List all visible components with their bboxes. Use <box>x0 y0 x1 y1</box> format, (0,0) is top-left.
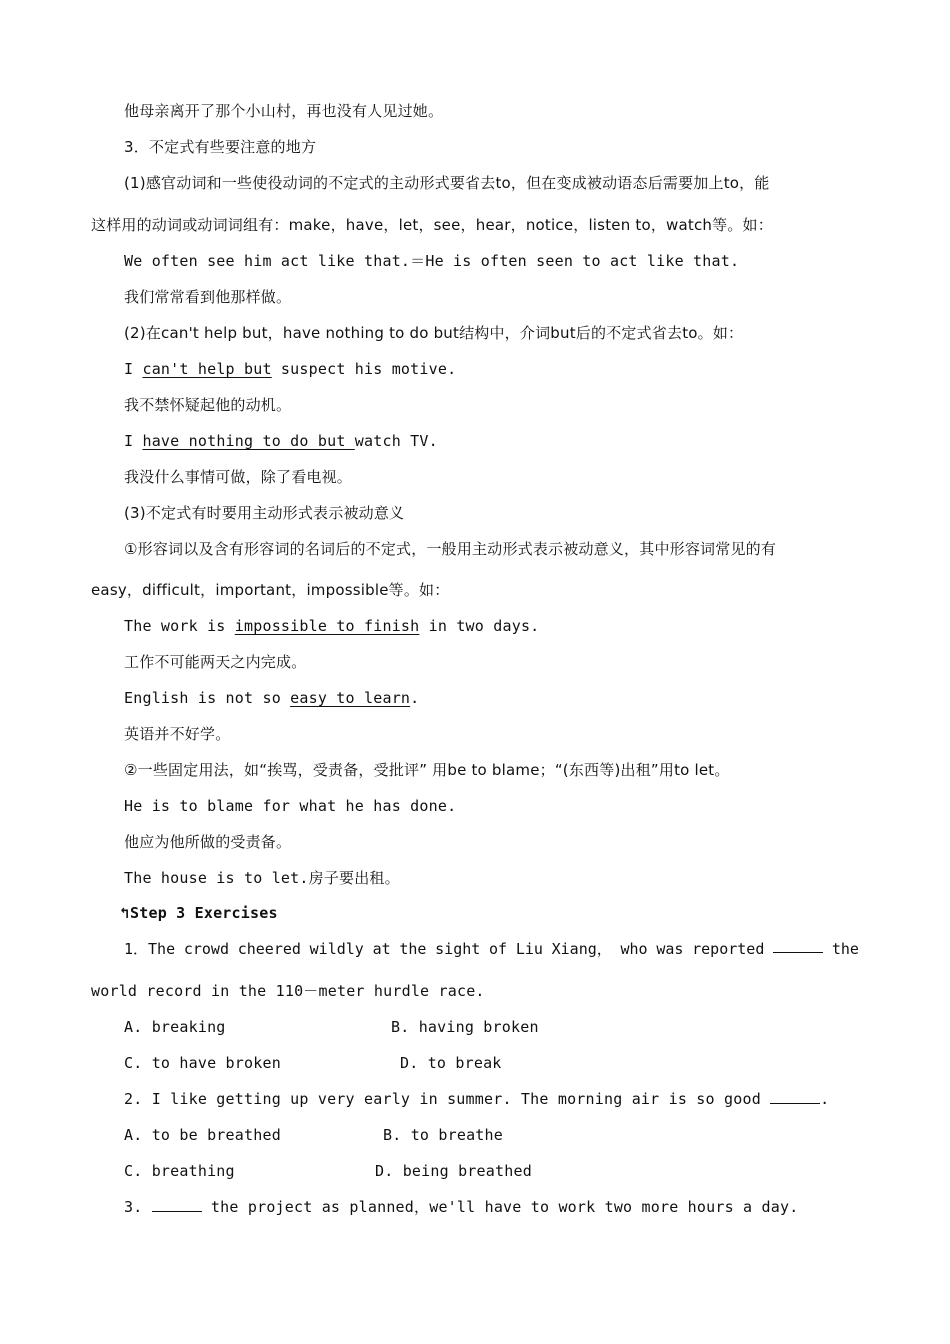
example-translation: 我们常常看到他那样做。 <box>124 288 292 306</box>
question-word: crowd <box>183 940 229 958</box>
text-segment: watch TV. <box>354 432 438 450</box>
underlined-phrase: have nothing to do but <box>142 432 355 450</box>
text-segment: English is not so <box>124 689 291 707</box>
answer-blank <box>770 1089 820 1104</box>
question-word: cheered <box>237 940 301 958</box>
question-1-line <box>124 938 859 960</box>
example-sentence: He is to blame for what he has done. <box>124 797 457 815</box>
question-text: . <box>820 1090 830 1108</box>
option-a: A. to be breathed <box>124 1126 281 1144</box>
question-text: 3. <box>124 1198 152 1216</box>
underlined-phrase: easy to learn <box>290 689 411 707</box>
example-sentence <box>124 358 456 380</box>
text-segment: in two days. <box>419 617 540 635</box>
text-line: (1)感官动词和一些使役动词的不定式的主动形式要省去to，但在变成被动语态后需要加上to，能 <box>124 174 770 192</box>
question-word: of <box>489 940 508 958</box>
question-word: reported <box>692 940 765 958</box>
answer-blank <box>152 1197 202 1212</box>
underlined-phrase: can't help but <box>142 360 272 378</box>
example-translation: 工作不可能两天之内完成。 <box>124 653 307 671</box>
question-text: the project as planned，we'll have to work two more hours a day. <box>201 1198 799 1216</box>
text-line: (2)在can't help but，have nothing to do but结构中，介词but后的不定式省去to。如： <box>124 324 744 342</box>
text-line: easy，difficult，important，impossible等。如： <box>91 581 450 599</box>
step-marker-icon: ↰ <box>120 904 130 922</box>
answer-blank <box>773 938 823 953</box>
example-translation: 英语并不好学。 <box>124 725 231 743</box>
underlined-phrase: impossible to finish <box>234 617 420 635</box>
example-sentence <box>124 687 419 709</box>
text-segment: . <box>410 689 420 707</box>
text-segment: The work is <box>124 617 235 635</box>
question-word: wildly <box>309 940 364 958</box>
text-line: ②一些固定用法，如“挨骂，受责备，受批评” 用be to blame；“(东西等)出租”用to let。 <box>124 761 730 779</box>
section-heading: 3．不定式有些要注意的地方 <box>124 138 317 156</box>
example-translation: 我没什么事情可做，除了看电视。 <box>124 468 353 486</box>
step-label: Step 3 Exercises <box>130 904 278 922</box>
text-segment: I <box>124 360 143 378</box>
question-text: 2. I like getting up very early in summer. The morning air is so good <box>124 1090 771 1108</box>
text-line: ①形容词以及含有形容词的名词后的不定式，一般用主动形式表示被动意义，其中形容词常见的有 <box>124 540 777 558</box>
question-2-line <box>124 1088 829 1110</box>
question-word: who <box>620 940 648 958</box>
option-d: D. being breathed <box>375 1162 532 1180</box>
question-3-line <box>124 1196 798 1218</box>
question-word: Xiang， <box>551 940 612 958</box>
question-word: the <box>399 940 427 958</box>
example-sentence <box>124 615 539 637</box>
option-d: D. to break <box>400 1054 502 1072</box>
example-sentence: The house is to let.房子要出租。 <box>124 869 400 887</box>
option-c: C. breathing <box>124 1162 235 1180</box>
question-1-continuation: world record in the 110－meter hurdle race. <box>91 982 485 1000</box>
text-line: 他母亲离开了那个小山村，再也没有人见过她。 <box>124 102 444 120</box>
subsection-heading: (3)不定式有时要用主动形式表示被动意义 <box>124 504 405 522</box>
text-segment: I <box>124 432 143 450</box>
example-sentence: We often see him act like that.＝He is often seen to act like that. <box>124 252 740 270</box>
option-b: B. to breathe <box>383 1126 503 1144</box>
question-word: the <box>831 940 859 958</box>
step-heading <box>120 902 278 924</box>
example-sentence <box>124 430 438 452</box>
option-b: B. having broken <box>391 1018 539 1036</box>
option-c: C. to have broken <box>124 1054 281 1072</box>
question-word: sight <box>435 940 481 958</box>
text-line: 这样用的动词或动词词组有：make，have，let，see，hear，notice，listen to，watch等。如： <box>91 216 773 234</box>
example-translation: 我不禁怀疑起他的动机。 <box>124 396 292 414</box>
question-word: Liu <box>515 940 543 958</box>
question-word: 1．The <box>124 940 176 958</box>
question-word: at <box>372 940 391 958</box>
option-a: A. breaking <box>124 1018 226 1036</box>
example-translation: 他应为他所做的受责备。 <box>124 833 292 851</box>
text-segment: suspect his motive. <box>271 360 457 378</box>
question-word: was <box>656 940 684 958</box>
